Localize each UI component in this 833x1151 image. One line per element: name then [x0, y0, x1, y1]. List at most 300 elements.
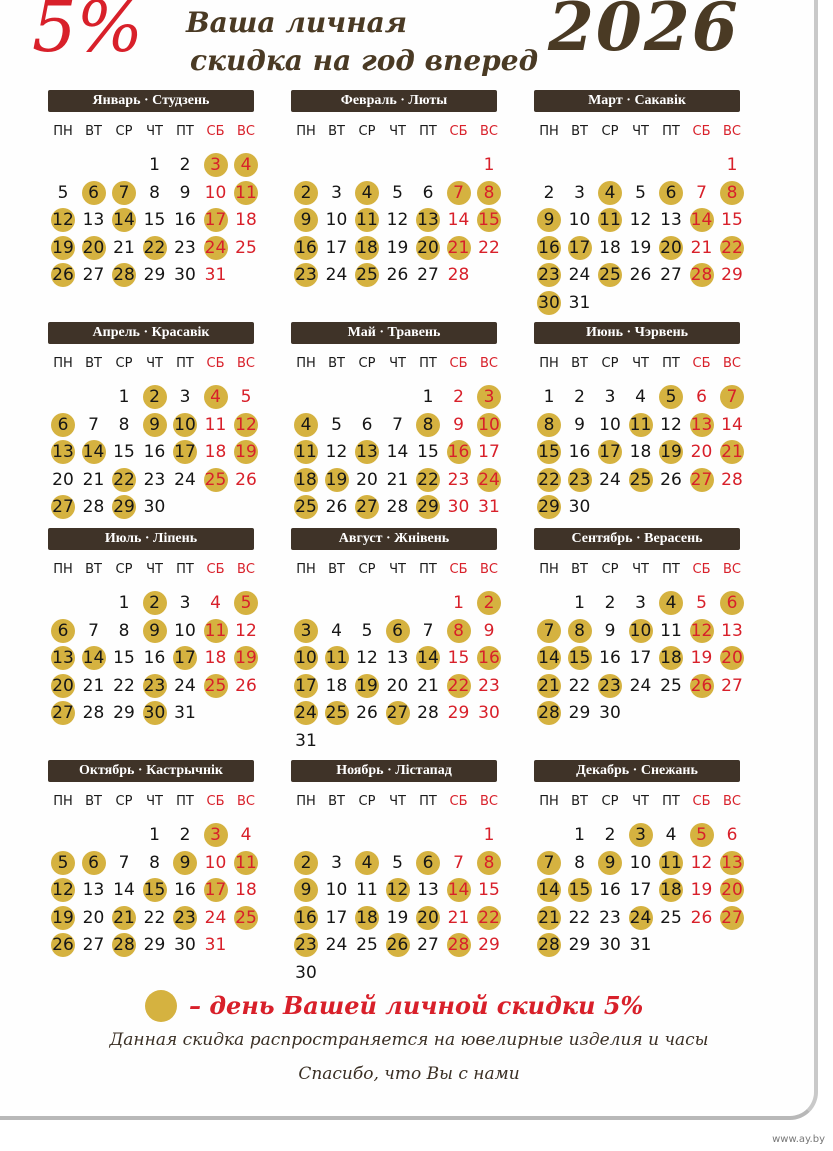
day-cell: 21 — [417, 675, 439, 696]
weekday-label: СР — [601, 356, 619, 371]
day-cell: 9 — [604, 620, 616, 641]
day-cell: 30 — [295, 962, 317, 983]
weekday-label: ПТ — [662, 562, 680, 577]
day-cell-discount: 24 — [478, 469, 500, 490]
legend — [145, 986, 705, 1026]
day-cell: 22 — [478, 237, 500, 258]
day-cell: 28 — [721, 469, 743, 490]
day-cell-discount: 11 — [235, 852, 257, 873]
day-cell: 17 — [325, 907, 348, 928]
day-cell: 1 — [574, 825, 585, 845]
watermark: www.ay.by — [772, 1134, 825, 1145]
day-cell: 1 — [726, 155, 738, 175]
weekday-label: ВС — [480, 794, 498, 809]
day-cell: 18 — [235, 880, 257, 900]
day-cell-discount: 6 — [48, 618, 78, 644]
weekday-label: ЧТ — [146, 562, 163, 577]
day-cell-discount: 6 — [656, 180, 686, 206]
weekday-label: ВС — [237, 562, 255, 577]
header — [0, 0, 818, 86]
day-cell-discount: 19 — [660, 442, 682, 462]
day-cell-discount: 8 — [534, 412, 564, 438]
weekday-label: ПН — [53, 356, 73, 371]
day-cell: 17 — [325, 237, 348, 258]
day-cell-discount: 19 — [356, 675, 378, 696]
day-cell: 20 — [52, 469, 74, 490]
footer-note: Данная скидка распространяется на ювелирные изделия и часы — [109, 1030, 709, 1050]
day-cell-discount: 20 — [721, 880, 743, 900]
day-cell: 16 — [174, 880, 196, 900]
weekday-label: ПТ — [662, 794, 680, 809]
day-cell: 3 — [179, 387, 191, 407]
day-cell: 2 — [179, 825, 191, 845]
weekday-label: ВС — [480, 124, 498, 139]
day-cell-discount: 19 — [325, 469, 348, 490]
weekday-label: СБ — [692, 356, 711, 371]
day-cell-discount: 27 — [721, 907, 743, 928]
day-cell: 5 — [57, 182, 69, 203]
month-title: Август · Жнівень — [291, 528, 497, 550]
day-cell: 21 — [386, 469, 409, 490]
day-cell: 11 — [204, 414, 227, 435]
day-cell: 2 — [543, 182, 555, 203]
weekday-label: СР — [115, 794, 133, 809]
day-cell: 7 — [453, 852, 464, 873]
weekday-label: ПН — [539, 562, 559, 577]
day-cell: 1 — [422, 387, 434, 407]
day-cell: 14 — [721, 414, 743, 435]
day-cell: 27 — [82, 265, 105, 285]
day-cell: 12 — [690, 852, 713, 873]
day-cell: 26 — [629, 265, 652, 285]
day-cell-discount: 27 — [52, 497, 74, 517]
day-cell-discount: 26 — [52, 935, 74, 955]
day-cell: 3 — [635, 593, 646, 613]
day-cell: 8 — [574, 852, 585, 873]
day-cell: 15 — [113, 442, 135, 462]
day-cell: 13 — [660, 210, 682, 230]
day-cell-discount: 6 — [48, 412, 78, 438]
day-cell-discount: 21 — [538, 675, 560, 696]
month-title: Октябрь · Кастрычнік — [48, 760, 254, 782]
weekday-label: ВТ — [85, 562, 102, 577]
day-cell: 21 — [113, 237, 135, 258]
day-cell-discount: 20 — [660, 237, 682, 258]
day-cell: 3 — [179, 593, 191, 613]
day-cell: 8 — [149, 852, 160, 873]
day-cell-discount: 14 — [113, 210, 135, 230]
day-cell-discount: 15 — [568, 648, 591, 668]
day-cell: 7 — [88, 414, 99, 435]
day-cell: 28 — [447, 265, 470, 285]
weekday-label: ПТ — [419, 562, 437, 577]
day-cell-discount: 25 — [356, 265, 378, 285]
day-cell: 7 — [88, 620, 99, 641]
day-cell-discount: 10 — [629, 620, 652, 641]
day-cell: 29 — [143, 935, 166, 955]
day-cell-discount: 28 — [113, 935, 135, 955]
day-cell-discount: 17 — [174, 648, 196, 668]
day-cell-discount: 9 — [534, 207, 564, 233]
weekday-label: ЧТ — [632, 124, 649, 139]
day-cell-discount: 6 — [79, 850, 109, 876]
day-cell: 22 — [143, 907, 166, 928]
day-cell-discount: 27 — [386, 703, 409, 723]
day-cell: 18 — [204, 442, 227, 462]
weekday-label: СБ — [692, 794, 711, 809]
weekday-label: ПН — [539, 794, 559, 809]
day-cell-discount: 11 — [599, 210, 621, 230]
day-cell: 16 — [143, 648, 166, 668]
day-cell-discount: 10 — [295, 648, 317, 668]
day-cell-discount: 6 — [79, 180, 109, 206]
day-cell-discount: 29 — [113, 497, 135, 517]
day-cell: 9 — [574, 414, 585, 435]
day-cell-discount: 2 — [140, 590, 170, 616]
day-cell-discount: 12 — [386, 880, 409, 900]
day-cell: 1 — [118, 593, 130, 613]
day-cell-discount: 7 — [534, 618, 564, 644]
day-cell-discount: 3 — [626, 822, 656, 848]
weekday-label: ПН — [539, 356, 559, 371]
day-cell: 4 — [210, 593, 221, 613]
weekday-label: ЧТ — [146, 356, 163, 371]
weekday-label: СБ — [692, 562, 711, 577]
day-cell: 3 — [574, 182, 585, 203]
weekday-label: ПН — [296, 562, 316, 577]
month-title: Май · Травень — [291, 322, 497, 344]
day-cell: 31 — [568, 292, 591, 313]
weekday-label: СБ — [692, 124, 711, 139]
day-cell-discount: 5 — [687, 822, 717, 848]
day-cell-discount: 18 — [660, 648, 682, 668]
day-cell: 13 — [386, 648, 409, 668]
day-cell-discount: 5 — [656, 384, 686, 410]
day-cell: 8 — [118, 414, 130, 435]
day-cell-discount: 12 — [52, 210, 74, 230]
day-cell: 8 — [118, 620, 130, 641]
day-cell: 20 — [82, 907, 105, 928]
day-cell: 26 — [235, 469, 257, 490]
day-cell-discount: 4 — [201, 384, 231, 410]
day-cell-discount: 15 — [568, 880, 591, 900]
day-cell-discount: 7 — [444, 180, 474, 206]
weekday-label: ПТ — [662, 356, 680, 371]
day-cell: 22 — [568, 907, 591, 928]
day-cell: 1 — [574, 593, 585, 613]
slogan — [186, 4, 538, 80]
day-cell: 5 — [696, 593, 707, 613]
day-cell: 6 — [361, 414, 373, 435]
day-cell: 9 — [483, 620, 495, 641]
day-cell: 24 — [325, 265, 348, 285]
day-cell-discount: 16 — [538, 237, 560, 258]
day-cell: 10 — [568, 210, 591, 230]
day-cell-discount: 29 — [538, 497, 560, 517]
day-cell-discount: 11 — [325, 648, 348, 668]
day-cell: 2 — [604, 593, 616, 613]
weekday-label: СР — [358, 794, 376, 809]
day-cell: 23 — [447, 469, 470, 490]
day-cell-discount: 29 — [417, 497, 439, 517]
day-cell: 16 — [143, 442, 166, 462]
day-cell: 16 — [599, 880, 621, 900]
day-cell-discount: 16 — [295, 907, 317, 928]
day-cell: 15 — [721, 210, 743, 230]
day-cell: 31 — [204, 935, 227, 955]
day-cell-discount: 18 — [660, 880, 682, 900]
day-cell: 2 — [574, 387, 585, 407]
day-cell-discount: 30 — [538, 292, 560, 313]
day-cell: 25 — [356, 935, 378, 955]
day-cell: 9 — [179, 182, 191, 203]
day-cell: 10 — [174, 620, 196, 641]
day-cell-discount: 14 — [538, 880, 560, 900]
day-cell: 12 — [356, 648, 378, 668]
day-cell: 5 — [361, 620, 373, 641]
day-cell: 29 — [568, 703, 591, 723]
day-cell: 4 — [240, 825, 252, 845]
day-cell: 17 — [629, 880, 652, 900]
day-cell: 4 — [331, 620, 342, 641]
day-cell-discount: 27 — [356, 497, 378, 517]
weekday-label: ВС — [237, 356, 255, 371]
day-cell-discount: 11 — [235, 182, 257, 203]
day-cell: 13 — [417, 880, 439, 900]
day-cell: 10 — [204, 852, 227, 873]
day-cell: 15 — [478, 880, 500, 900]
day-cell-discount: 20 — [721, 648, 743, 668]
day-cell-discount: 23 — [538, 265, 560, 285]
day-cell-discount: 18 — [356, 237, 378, 258]
legend-circle-icon — [145, 990, 177, 1022]
weekday-label: ПТ — [419, 356, 437, 371]
day-cell-discount: 20 — [82, 237, 105, 258]
weekday-label: ПТ — [419, 124, 437, 139]
day-cell: 11 — [356, 880, 378, 900]
day-cell-discount: 20 — [417, 237, 439, 258]
day-cell-discount: 19 — [52, 237, 74, 258]
day-cell: 12 — [235, 620, 257, 641]
day-cell: 1 — [118, 387, 130, 407]
day-cell: 28 — [386, 497, 409, 517]
day-cell: 10 — [204, 182, 227, 203]
day-cell-discount: 7 — [109, 180, 139, 206]
day-cell-discount: 4 — [291, 412, 321, 438]
day-cell-discount: 22 — [721, 237, 743, 258]
day-cell-discount: 9 — [291, 207, 321, 233]
day-cell-discount: 3 — [201, 152, 231, 178]
weekday-label: ВТ — [85, 794, 102, 809]
day-cell: 16 — [174, 210, 196, 230]
day-cell: 29 — [721, 265, 743, 285]
day-cell: 10 — [629, 852, 652, 873]
day-cell: 30 — [174, 265, 196, 285]
day-cell: 26 — [356, 703, 378, 723]
day-cell-discount: 8 — [474, 850, 504, 876]
day-cell: 30 — [447, 497, 470, 517]
day-cell: 24 — [325, 935, 348, 955]
day-cell-discount: 2 — [291, 180, 321, 206]
day-cell: 3 — [604, 387, 616, 407]
weekday-label: ПН — [539, 124, 559, 139]
day-cell-discount: 2 — [291, 850, 321, 876]
day-cell-discount: 8 — [565, 618, 595, 644]
day-cell: 20 — [356, 469, 378, 490]
day-cell: 1 — [483, 155, 495, 175]
day-cell-discount: 8 — [444, 618, 474, 644]
month-title: Декабрь · Снежань — [534, 760, 740, 782]
day-cell-discount: 23 — [295, 265, 317, 285]
day-cell-discount: 18 — [295, 469, 317, 490]
day-cell: 6 — [422, 182, 434, 203]
day-cell-discount: 19 — [52, 907, 74, 928]
day-cell-discount: 13 — [52, 442, 74, 462]
day-cell-discount: 15 — [143, 880, 166, 900]
weekday-label: СР — [358, 124, 376, 139]
day-cell-discount: 22 — [478, 907, 500, 928]
weekday-label: ПН — [296, 794, 316, 809]
day-cell-discount: 14 — [82, 648, 105, 668]
weekday-label: СБ — [449, 562, 468, 577]
day-cell-discount: 17 — [568, 237, 591, 258]
day-cell-discount: 17 — [295, 675, 317, 696]
day-cell-discount: 5 — [48, 850, 78, 876]
day-cell: 18 — [235, 210, 257, 230]
day-cell-discount: 22 — [538, 469, 560, 490]
day-cell: 29 — [143, 265, 166, 285]
weekday-label: ПН — [53, 562, 73, 577]
day-cell-discount: 12 — [235, 414, 257, 435]
day-cell-discount: 22 — [143, 237, 166, 258]
weekday-label: ВС — [723, 356, 741, 371]
weekday-label: ПТ — [419, 794, 437, 809]
day-cell-discount: 18 — [356, 907, 378, 928]
day-cell: 7 — [118, 852, 130, 873]
day-cell: 14 — [447, 210, 470, 230]
weekday-label: СБ — [206, 124, 225, 139]
day-cell: 2 — [604, 825, 616, 845]
day-cell: 22 — [113, 675, 135, 696]
day-cell: 29 — [568, 935, 591, 955]
weekday-label: ВТ — [328, 794, 345, 809]
day-cell: 18 — [599, 237, 621, 258]
day-cell-discount: 14 — [447, 880, 470, 900]
day-cell-discount: 27 — [690, 469, 713, 490]
day-cell-discount: 2 — [474, 590, 504, 616]
slogan-line-2: скидка на год вперед — [190, 44, 539, 77]
day-cell-discount: 14 — [538, 648, 560, 668]
weekday-label: ВС — [480, 356, 498, 371]
weekday-label: ВТ — [328, 356, 345, 371]
day-cell: 12 — [325, 442, 348, 462]
day-cell-discount: 11 — [295, 442, 317, 462]
day-cell: 5 — [392, 182, 403, 203]
day-cell: 1 — [453, 593, 464, 613]
weekday-label: ВТ — [328, 124, 345, 139]
month-title: Ноябрь · Лістапад — [291, 760, 497, 782]
day-cell-discount: 12 — [690, 620, 713, 641]
day-cell-discount: 21 — [447, 237, 470, 258]
day-cell-discount: 26 — [52, 265, 74, 285]
day-cell: 19 — [629, 237, 652, 258]
day-cell-discount: 11 — [660, 852, 682, 873]
day-cell: 30 — [568, 497, 591, 517]
weekday-label: ВС — [480, 562, 498, 577]
day-cell: 3 — [331, 182, 342, 203]
weekday-label: СБ — [449, 124, 468, 139]
weekday-label: ПТ — [176, 356, 194, 371]
day-cell-discount: 3 — [474, 384, 504, 410]
day-cell-discount: 21 — [113, 907, 135, 928]
day-cell: 26 — [386, 265, 409, 285]
day-cell-discount: 13 — [721, 852, 743, 873]
day-cell-discount: 24 — [204, 237, 227, 258]
day-cell-discount: 23 — [599, 675, 621, 696]
day-cell-discount: 20 — [417, 907, 439, 928]
day-cell: 28 — [82, 497, 105, 517]
day-cell: 10 — [325, 880, 348, 900]
day-cell-discount: 15 — [478, 210, 500, 230]
day-cell: 30 — [143, 497, 166, 517]
day-cell: 27 — [417, 265, 439, 285]
day-cell: 30 — [599, 703, 621, 723]
day-cell-discount: 22 — [113, 469, 135, 490]
day-cell-discount: 9 — [170, 850, 200, 876]
day-cell: 27 — [417, 935, 439, 955]
day-cell-discount: 14 — [690, 210, 713, 230]
weekday-label: ПН — [296, 124, 316, 139]
month-title: Июль · Ліпень — [48, 528, 254, 550]
day-cell: 29 — [447, 703, 470, 723]
day-cell-discount: 11 — [356, 210, 378, 230]
weekday-label: ПТ — [176, 124, 194, 139]
day-cell-discount: 28 — [538, 935, 560, 955]
day-cell: 19 — [690, 648, 713, 668]
day-cell-discount: 3 — [201, 822, 231, 848]
day-cell: 27 — [721, 675, 743, 696]
weekday-label: СБ — [449, 794, 468, 809]
weekday-label: ВС — [723, 794, 741, 809]
day-cell-discount: 23 — [568, 469, 591, 490]
day-cell-discount: 8 — [474, 180, 504, 206]
day-cell-discount: 6 — [717, 590, 747, 616]
day-cell: 30 — [599, 935, 621, 955]
day-cell: 1 — [149, 825, 160, 845]
day-cell: 30 — [174, 935, 196, 955]
day-cell: 24 — [174, 675, 196, 696]
day-cell: 12 — [660, 414, 682, 435]
day-cell: 21 — [82, 675, 105, 696]
day-cell-discount: 11 — [204, 620, 227, 641]
day-cell: 5 — [392, 852, 403, 873]
day-cell: 6 — [696, 387, 707, 407]
month-title: Июнь · Чэрвень — [534, 322, 740, 344]
weekday-label: ЧТ — [632, 356, 649, 371]
day-cell: 15 — [417, 442, 439, 462]
day-cell-discount: 13 — [356, 442, 378, 462]
day-cell: 25 — [235, 237, 257, 258]
weekday-label: ВТ — [571, 124, 588, 139]
day-cell: 29 — [113, 703, 135, 723]
day-cell: 21 — [690, 237, 713, 258]
day-cell-discount: 6 — [413, 850, 443, 876]
day-cell-discount: 27 — [52, 703, 74, 723]
day-cell: 15 — [447, 648, 470, 668]
month-title: Апрель · Красавік — [48, 322, 254, 344]
day-cell-discount: 16 — [447, 442, 470, 462]
day-cell: 6 — [726, 825, 738, 845]
